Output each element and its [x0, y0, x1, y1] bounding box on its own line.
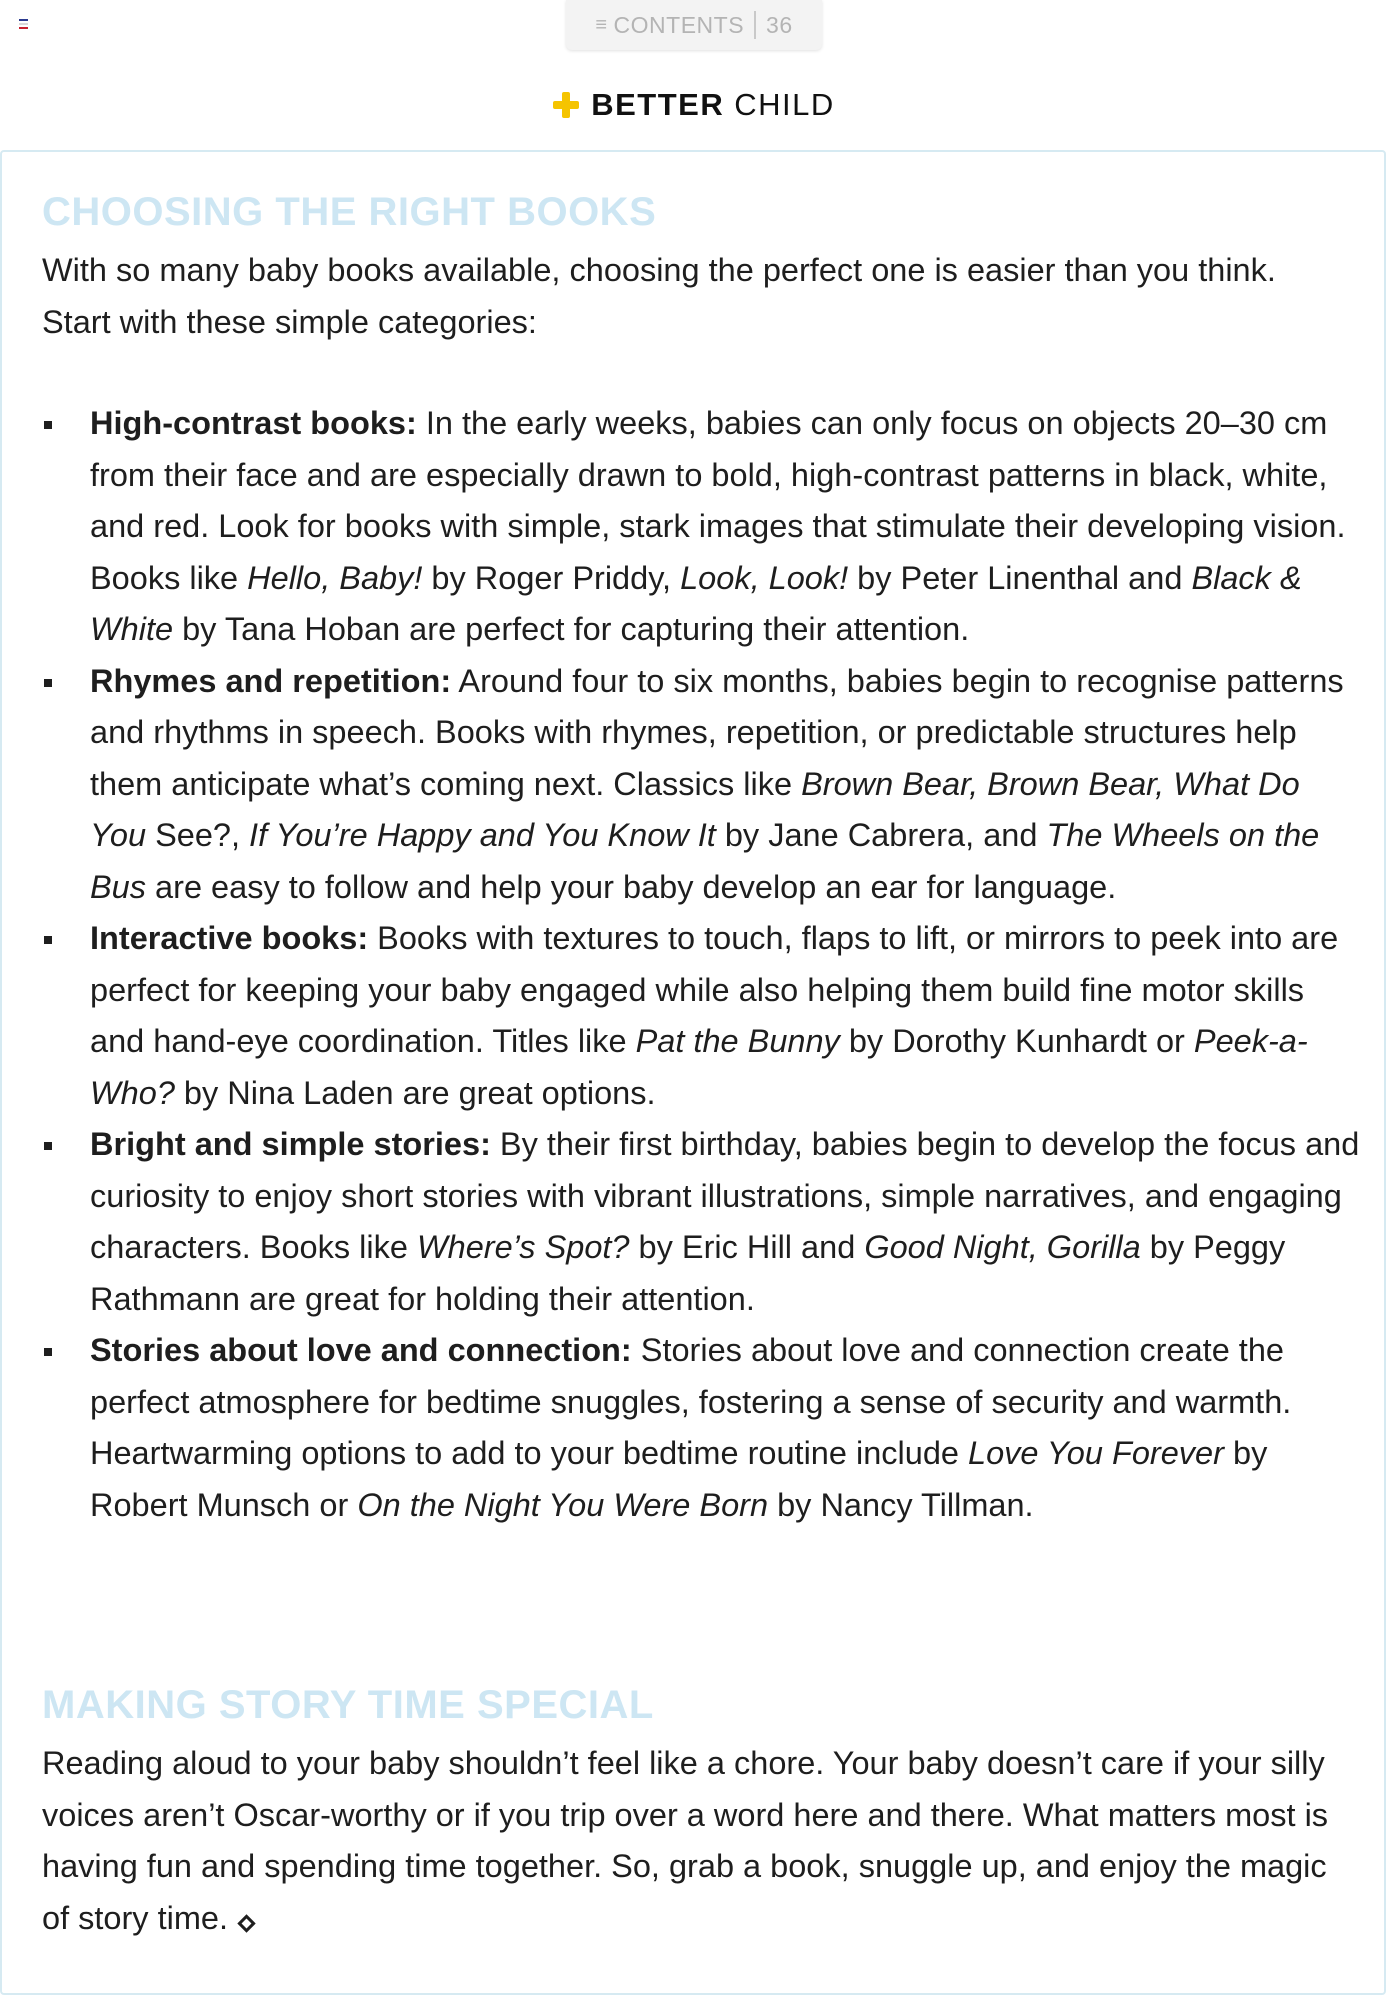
plus-icon	[553, 92, 579, 118]
item-lead: Bright and simple stories:	[90, 1126, 491, 1162]
flag-stripe	[19, 19, 28, 21]
flag-stripe	[19, 23, 28, 25]
text-run: by Robert Munsch or	[90, 1435, 1268, 1523]
brand-light: CHILD	[734, 87, 835, 122]
list-item	[42, 913, 1362, 1119]
text-run: by Nina Laden are great options.	[174, 1074, 656, 1111]
flag-stripe	[19, 27, 28, 29]
text-run: by Peter Linenthal and	[848, 559, 1192, 596]
book-title: If You’re Happy and You Know It	[249, 817, 716, 853]
brand-bold: BETTER	[591, 87, 725, 122]
contents-button[interactable]	[566, 0, 822, 50]
page-number: 36	[766, 11, 793, 38]
book-title: Love You Forever	[968, 1435, 1224, 1471]
text-run: In the early weeks, babies can only focus on objects 20–30 cm from their face and are especially drawn to bold, high-contrast patterns in black, white, and red. Look for books with simple, stark images that stimulate their developing vision. Books like	[90, 405, 1346, 596]
book-title: Peek-a-Who?	[90, 1023, 1308, 1111]
text-run: by Tana Hoban are perfect for capturing their attention.	[173, 611, 970, 647]
book-title: Brown Bear, Brown Bear, What Do You	[90, 765, 1300, 853]
text-run: Books with textures to touch, flaps to lift, or mirrors to peek into are perfect for keeping your baby engaged while also helping them build fine motor skills and hand-eye coordination. Titles like	[90, 920, 1339, 1059]
section-body	[42, 1738, 1352, 1944]
section-heading-story-time: MAKING STORY TIME SPECIAL	[42, 1683, 654, 1727]
book-title: Good Night, Gorilla	[864, 1229, 1141, 1265]
item-text	[90, 405, 1346, 647]
section-intro: With so many baby books available, choosing the perfect one is easier than you think. Start with these simple categories:	[42, 252, 1276, 340]
text-run: Stories about love and connection create the perfect atmosphere for bedtime snuggles, fostering a sense of security and warmth. Heartwarming options to add to your bedtime routine include	[90, 1332, 1292, 1471]
text-run: See?,	[146, 817, 250, 853]
text-run: by Peggy Rathmann are great for holding their attention.	[90, 1229, 1286, 1317]
flag-icon	[19, 19, 28, 29]
item-lead: Stories about love and connection:	[90, 1332, 632, 1368]
text-run: by Jane Cabrera, and	[715, 817, 1047, 853]
book-category-list	[42, 398, 1362, 1531]
book-title: Pat the Bunny	[635, 1023, 840, 1059]
list-item	[42, 1119, 1362, 1325]
section-heading-choosing-books: CHOOSING THE RIGHT BOOKS	[42, 190, 657, 234]
text-run: by Roger Priddy,	[422, 559, 681, 596]
list-item	[42, 656, 1362, 914]
book-title: The Wheels on the Bus	[90, 817, 1320, 905]
section-body-text: Reading aloud to your baby shouldn’t feel like a chore. Your baby doesn’t care if your silly voices aren’t Oscar-worthy or if you trip over a word here and there. What matters most is having fun and spending time together. So, grab a book, snuggle up, and enjoy the magic of story time.	[42, 1745, 1329, 1936]
end-mark-icon	[237, 1914, 255, 1932]
text-run: by Eric Hill and	[629, 1229, 865, 1265]
book-title: Look, Look!	[680, 559, 849, 596]
text-run: By their first birthday, babies begin to develop the focus and curiosity to enjoy short stories with vibrant illustrations, simple narratives, and engaging characters. Books like	[90, 1126, 1360, 1265]
contents-label: CONTENTS	[613, 11, 745, 38]
book-title: Where’s Spot?	[416, 1229, 630, 1265]
book-title: Black & White	[90, 559, 1302, 647]
item-lead: Interactive books:	[90, 920, 369, 956]
list-item	[42, 398, 1362, 656]
menu-icon: ≡	[595, 13, 608, 36]
item-lead: Rhymes and repetition:	[90, 662, 452, 699]
text-run: by Dorothy Kunhardt or	[839, 1023, 1194, 1059]
text-run: Around four to six months, babies begin to recognise patterns and rhythms in speech. Books with rhymes, repetition, or predictable structures help them anticipate what’s coming next. Classics like	[90, 662, 1344, 802]
text-run: are easy to follow and help your baby develop an ear for language.	[146, 868, 1117, 905]
book-title: On the Night You Were Born	[357, 1486, 769, 1523]
book-title: Hello, Baby!	[247, 559, 423, 596]
divider	[754, 11, 756, 39]
list-item	[42, 1325, 1362, 1531]
brand-logo	[0, 80, 1388, 130]
text-run: by Nancy Tillman.	[768, 1486, 1034, 1523]
item-lead: High-contrast books:	[90, 405, 417, 441]
